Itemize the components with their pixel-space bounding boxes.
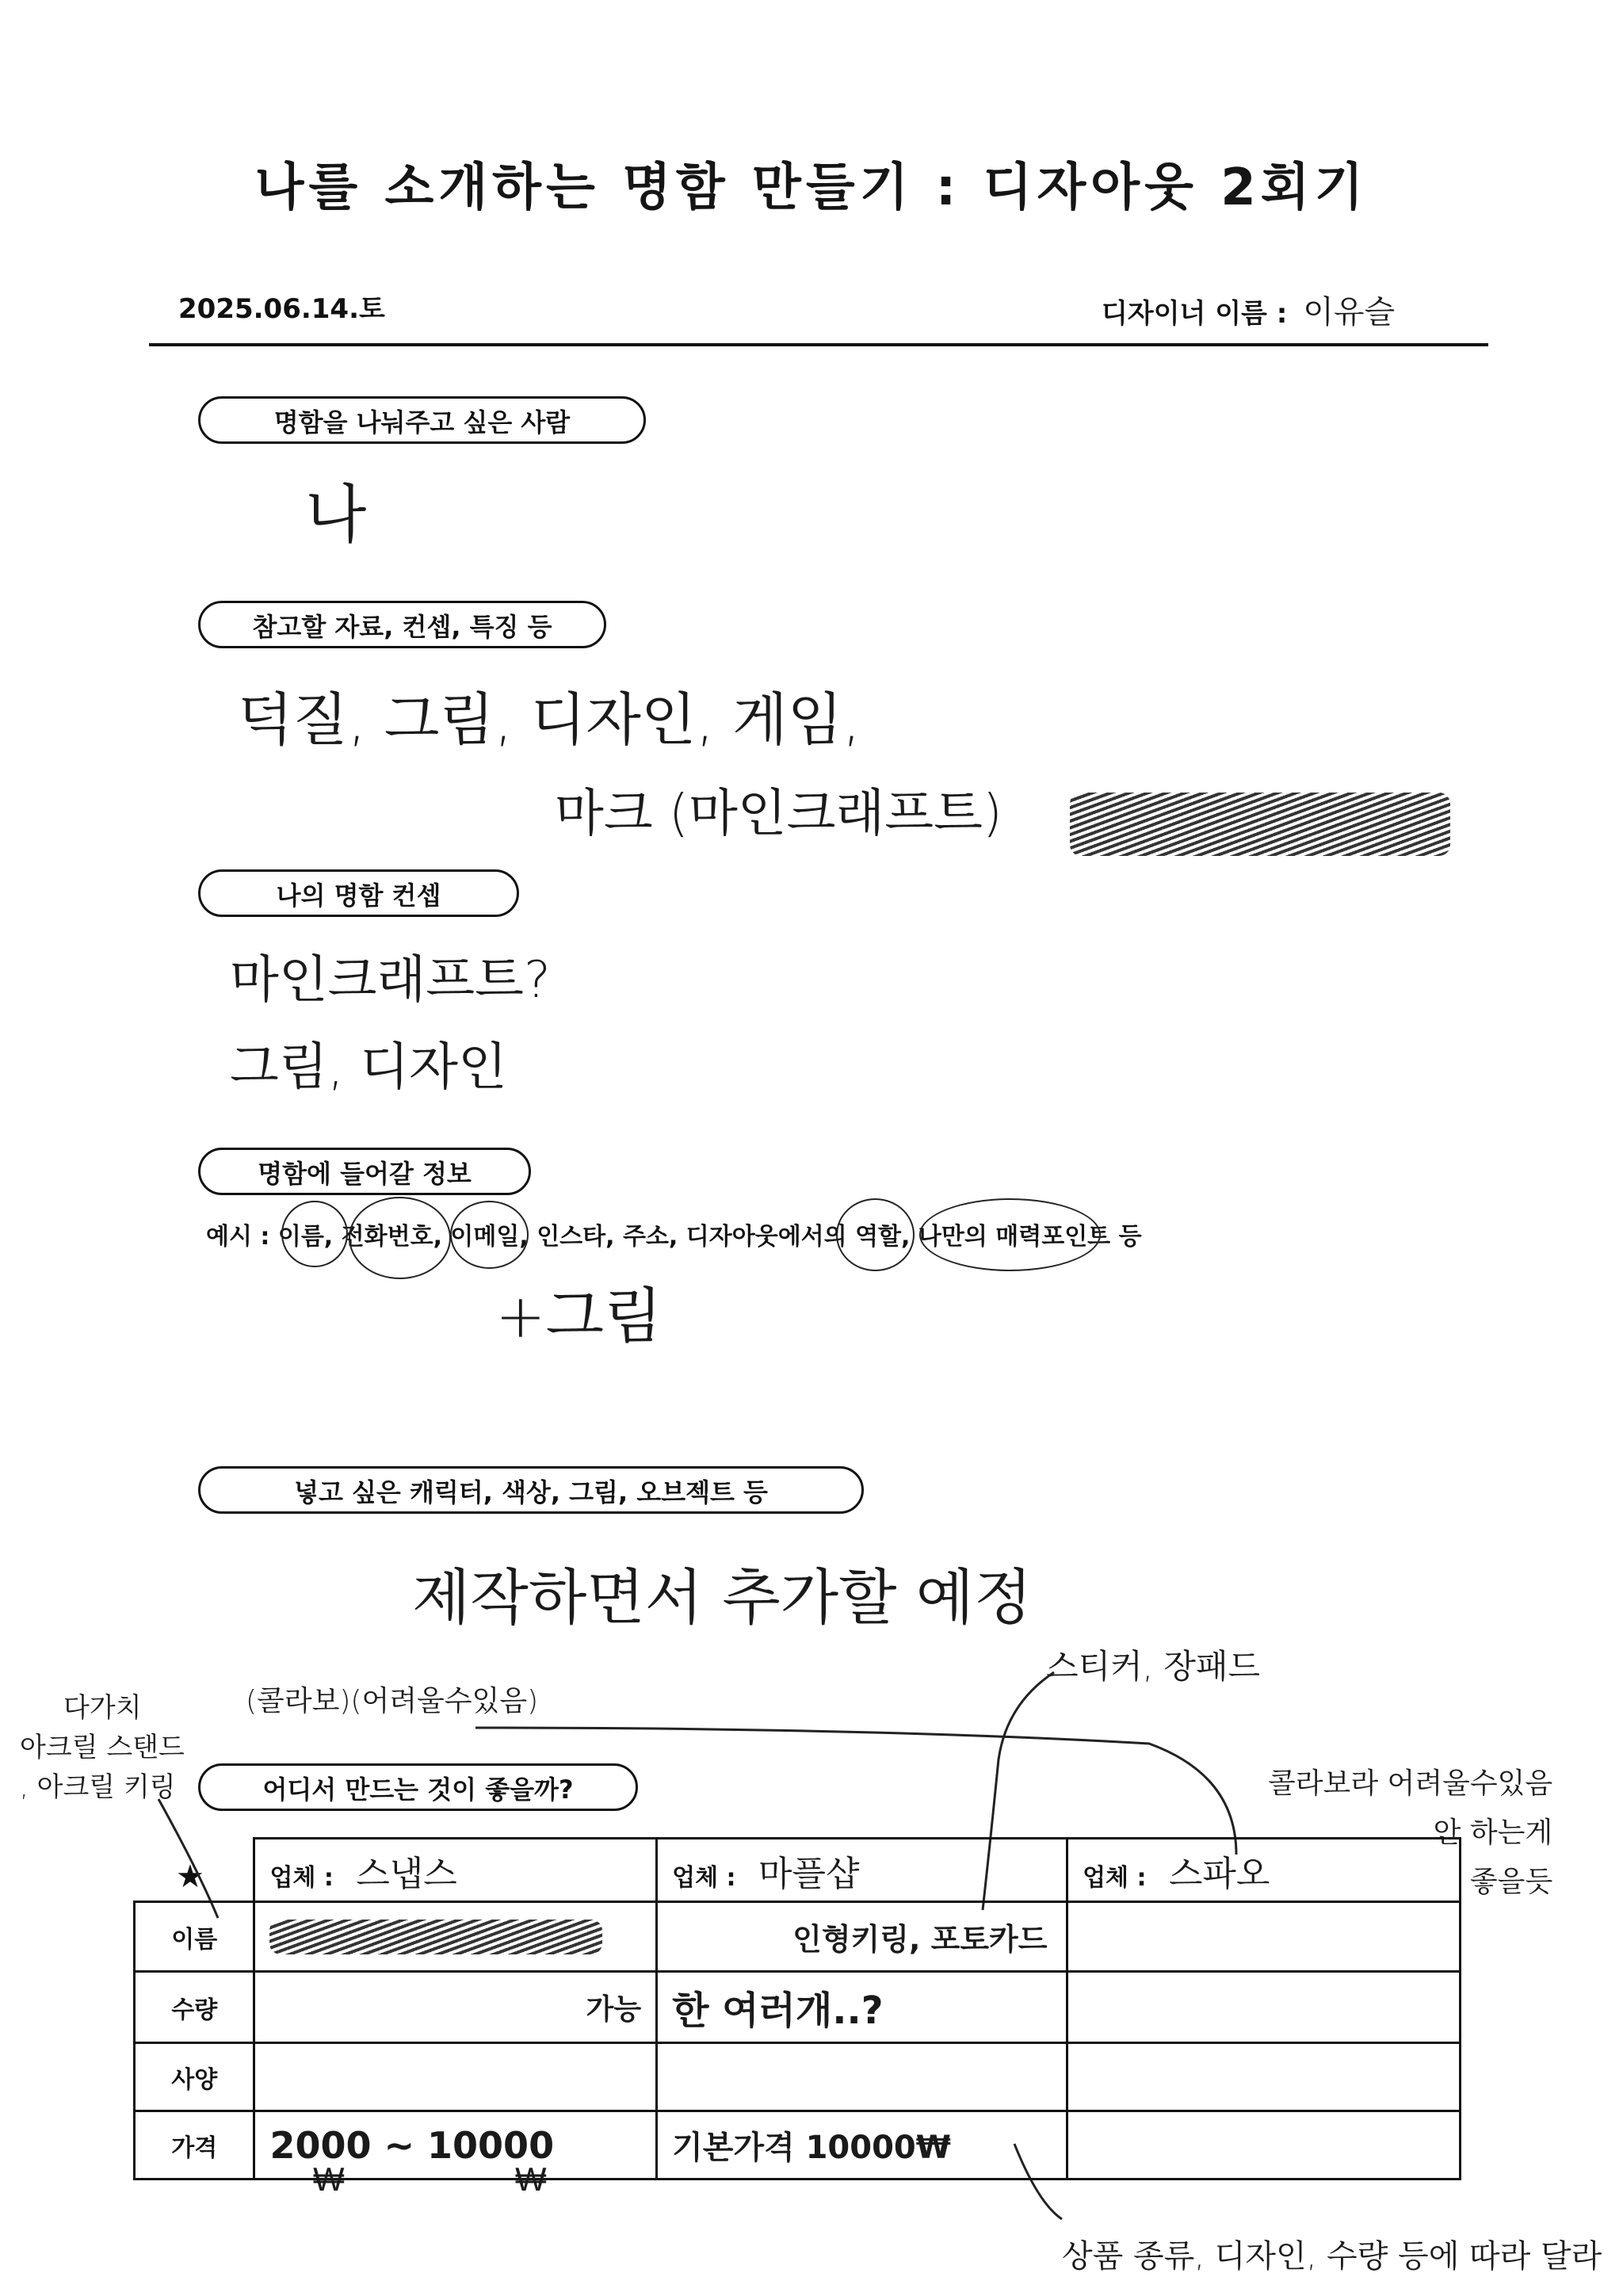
scribble-crossout <box>1070 793 1450 856</box>
vendor-cell-2 <box>657 1839 1067 1902</box>
characters-answer: 제작하면서 추가할 예정 <box>412 1562 1033 1633</box>
row-label: 이름 <box>135 1902 254 1972</box>
row-label: 수량 <box>135 1972 254 2043</box>
quantity-cell-text: 가능 <box>586 1993 642 2026</box>
section-label-info: 명함에 들어갈 정보 <box>198 1148 531 1195</box>
table-cell <box>1067 1902 1461 1972</box>
table-cell <box>254 1972 657 2043</box>
concept-answer-line2: 그림, 디자인 <box>230 1038 507 1097</box>
table-cell: 인형키링, 포토카드 <box>657 1902 1067 1972</box>
vendor-label: 업체 : <box>672 1863 736 1892</box>
vendor-label: 업체 : <box>269 1863 334 1892</box>
date: 2025.06.14.토 <box>178 293 385 325</box>
vendor-3-name: 스파오 <box>1168 1853 1270 1894</box>
table-cell: 한 여러개..? <box>657 1972 1067 2043</box>
vendor-label: 업체 : <box>1083 1863 1147 1892</box>
right-note-line3: 좋을듯 <box>1469 1866 1553 1898</box>
won-sign-1: ₩ <box>313 2160 345 2199</box>
header-divider <box>149 343 1488 346</box>
concept-answer-line1: 마인크래프트? <box>230 951 551 1010</box>
circle-name <box>281 1201 348 1267</box>
scribble-crossout <box>269 1920 602 1954</box>
page-title: 나를 소개하는 명함 만들기 : 디자아웃 2회기 <box>254 159 1369 217</box>
table-cell <box>1067 1972 1461 2043</box>
designer-label: 디자이너 이름 : <box>1102 298 1288 330</box>
left-note-line2: 아크릴 스탠드 <box>20 1732 185 1763</box>
right-note-line2: 안 하는게 <box>1433 1817 1553 1849</box>
row-label: 가격 <box>135 2111 254 2179</box>
circle-charm <box>919 1198 1101 1271</box>
row-label: 사양 <box>135 2043 254 2111</box>
table-row-name <box>135 1902 1461 1972</box>
vendor-cell-3 <box>1067 1839 1461 1902</box>
reference-answer-line2: 마크 (마인크래프트) <box>555 785 1002 843</box>
recipient-answer: 나 <box>305 478 367 552</box>
sticker-note: 스티커, 장패드 <box>1046 1647 1261 1686</box>
vendor-2-name: 마플샵 <box>758 1853 860 1894</box>
table-cell: 2000 ~ 10000 <box>254 2111 657 2179</box>
collab-note: (콜라보)(어려울수있음) <box>246 1685 539 1717</box>
section-label-characters: 넣고 싶은 캐릭터, 색상, 그림, 오브젝트 등 <box>198 1466 864 1514</box>
table-cell <box>254 1902 657 1972</box>
table-cell <box>1067 2043 1461 2111</box>
designer-field <box>1102 287 1395 332</box>
table-row-spec <box>135 2043 1461 2111</box>
bottom-note: 상품 종류, 디자인, 수량 등에 따라 달라 <box>1062 2238 1602 2275</box>
corner-cell <box>135 1839 254 1902</box>
left-note-line1: 다가치 <box>63 1692 142 1724</box>
table-cell <box>657 2043 1067 2111</box>
table-cell <box>254 2043 657 2111</box>
table-cell: 기본가격 10000₩ <box>657 2111 1067 2179</box>
circle-role <box>836 1198 915 1271</box>
vendor-cell-1 <box>254 1839 657 1902</box>
vendor-table <box>133 1837 1461 2180</box>
info-answer: +그림 <box>495 1281 663 1351</box>
won-sign-2: ₩ <box>515 2160 547 2199</box>
section-label-reference: 참고할 자료, 컨셉, 특징 등 <box>198 601 606 648</box>
star-icon: ★ <box>176 1859 204 1895</box>
table-row-quantity <box>135 1972 1461 2043</box>
right-note-line1: 콜라보라 어려울수있음 <box>1268 1767 1553 1800</box>
reference-answer-line1: 덕질, 그림, 디자인, 게임, <box>238 686 861 753</box>
left-note <box>20 1688 185 1807</box>
section-label-concept: 나의 명함 컨셉 <box>198 869 519 917</box>
section-label-where: 어디서 만드는 것이 좋을까? <box>198 1763 638 1811</box>
designer-name: 이유슬 <box>1303 294 1396 330</box>
section-label-recipient: 명함을 나눠주고 싶은 사람 <box>198 396 646 444</box>
info-example: 예시 : 이름, 전화번호, 이메일, 인스타, 주소, 디자아웃에서의 역할, 나만의 매력포인트 등 <box>206 1223 1142 1251</box>
table-cell <box>1067 2111 1461 2179</box>
circle-email <box>450 1201 529 1269</box>
vendor-1-name: 스냅스 <box>356 1853 457 1894</box>
vendor-header-row <box>135 1839 1461 1902</box>
left-note-line3: , 아크릴 키링 <box>20 1771 176 1803</box>
circle-phone <box>349 1197 451 1279</box>
